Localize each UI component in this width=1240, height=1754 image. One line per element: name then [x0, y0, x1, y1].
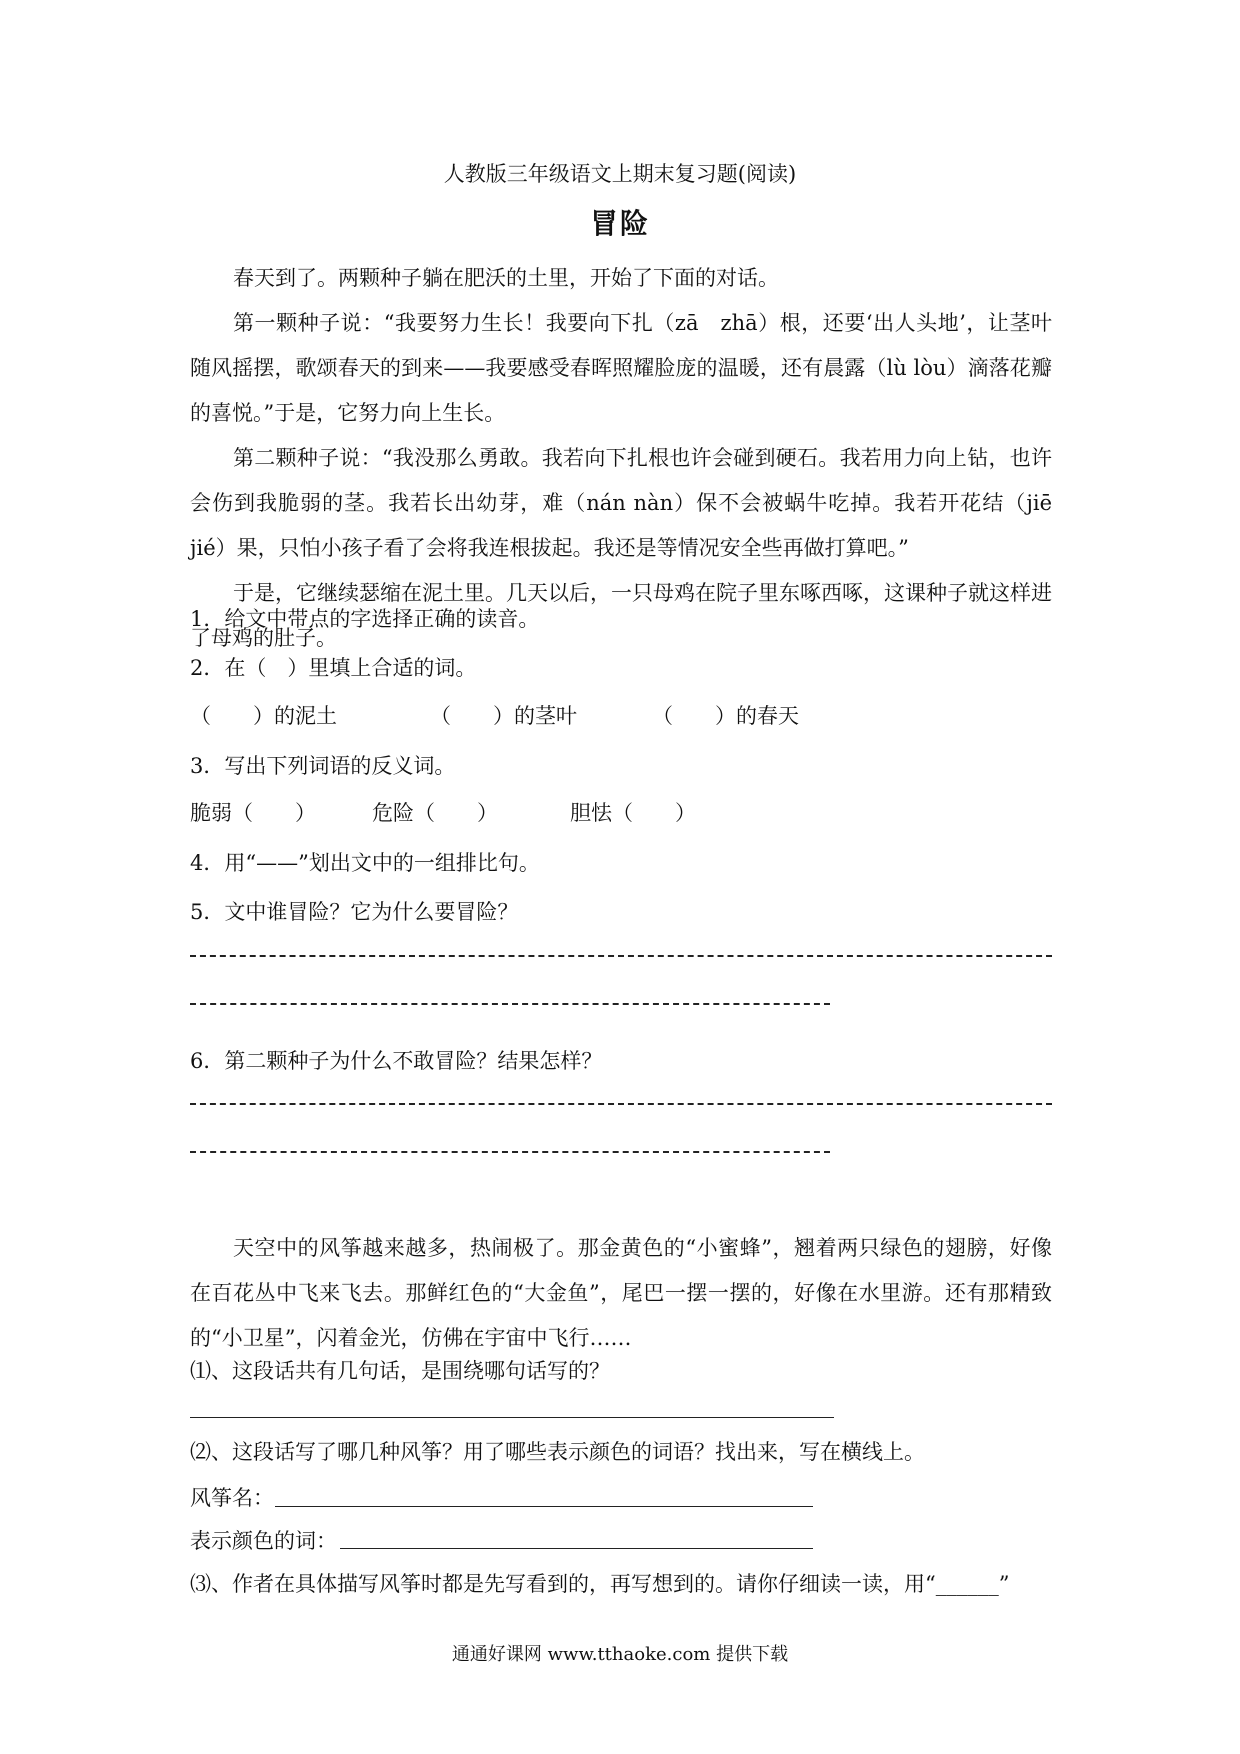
passage-2: [190, 1226, 1052, 1361]
question-1: 1．给文中带点的字选择正确的读音。: [190, 607, 540, 631]
q2-blank-1: （ ）的泥土: [190, 704, 337, 728]
question-6: 6．第二颗种子为什么不敢冒险？结果怎样？: [190, 1049, 603, 1073]
color-words-label: 表示颜色的词：: [190, 1529, 337, 1553]
page-title: 冒险: [589, 207, 650, 240]
passage-2-question-2: ⑵、这段话写了哪几种风筝？用了哪些表示颜色的词语？找出来，写在横线上。: [190, 1440, 925, 1464]
kite-name-label: 风筝名：: [190, 1486, 274, 1510]
passage-2-question-3: ⑶、作者在具体描写风筝时都是先写看到的，再写想到的。请你仔细读一读，用“______”: [190, 1572, 1010, 1596]
answer-line: [275, 1506, 813, 1507]
passage-2-question-1: ⑴、这段话共有几句话，是围绕哪句话写的？: [190, 1359, 610, 1383]
answer-line: [340, 1548, 813, 1549]
page-footer: 通通好课网 www.tthaoke.com 提供下载: [451, 1644, 789, 1665]
q3-blank-1: 脆弱（ ）: [190, 801, 316, 825]
passage-1-paragraph: 于是，它继续瑟缩在泥土里。几天以后，一只母鸡在院子里东啄西啄，这课种子就这样进了母鸡的肚子。: [190, 581, 1052, 650]
passage-1-paragraph: 第二颗种子说：“我没那么勇敢。我若向下扎根也许会碰到硬石。我若用力向上钻，也许会伤到我脆弱的茎。我若长出幼芽，难（nán nàn）保不会被蜗牛吃掉。我若开花结（jiē jié）果，只怕小孩子看了会将我连根拔起。我还是等情况安全些再做打算吧。”: [190, 446, 1052, 560]
passage-2-paragraph: 天空中的风筝越来越多，热闹极了。那金黄色的“小蜜蜂”，翘着两只绿色的翅膀，好像在百花丛中飞来飞去。那鲜红色的“大金鱼”，尾巴一摆一摆的，好像在水里游。还有那精致的“小卫星”，闪着金光，仿佛在宇宙中飞行……: [190, 1236, 1052, 1350]
q3-blank-3: 胆怯（ ）: [570, 801, 696, 825]
passage-1: [190, 256, 1052, 661]
q3-blank-2: 危险（ ）: [372, 801, 498, 825]
question-2: 2．在（ ）里填上合适的词。: [190, 656, 477, 680]
answer-line: [190, 1003, 830, 1005]
question-4: 4．用“——”划出文中的一组排比句。: [190, 851, 540, 875]
question-3: 3．写出下列词语的反义词。: [190, 754, 456, 778]
answer-line: [190, 1103, 1052, 1105]
answer-line: [190, 1417, 834, 1418]
answer-line: [190, 1151, 830, 1153]
q2-blank-2: （ ）的茎叶: [430, 704, 577, 728]
page-header: 人教版三年级语文上期末复习题(阅读): [443, 162, 797, 186]
passage-1-paragraph: 春天到了。两颗种子躺在肥沃的土里，开始了下面的对话。: [233, 266, 779, 290]
question-5: 5．文中谁冒险？它为什么要冒险？: [190, 900, 519, 924]
q2-blank-3: （ ）的春天: [652, 704, 799, 728]
passage-1-paragraph: 第一颗种子说：“我要努力生长！我要向下扎（zā zhā）根，还要‘出人头地’，让茎叶随风摇摆，歌颂春天的到来——我要感受春晖照耀脸庞的温暖，还有晨露（lù lòu）滴落花瓣的喜悦。”于是，它努力向上生长。: [190, 311, 1052, 425]
answer-line: [190, 955, 1052, 957]
